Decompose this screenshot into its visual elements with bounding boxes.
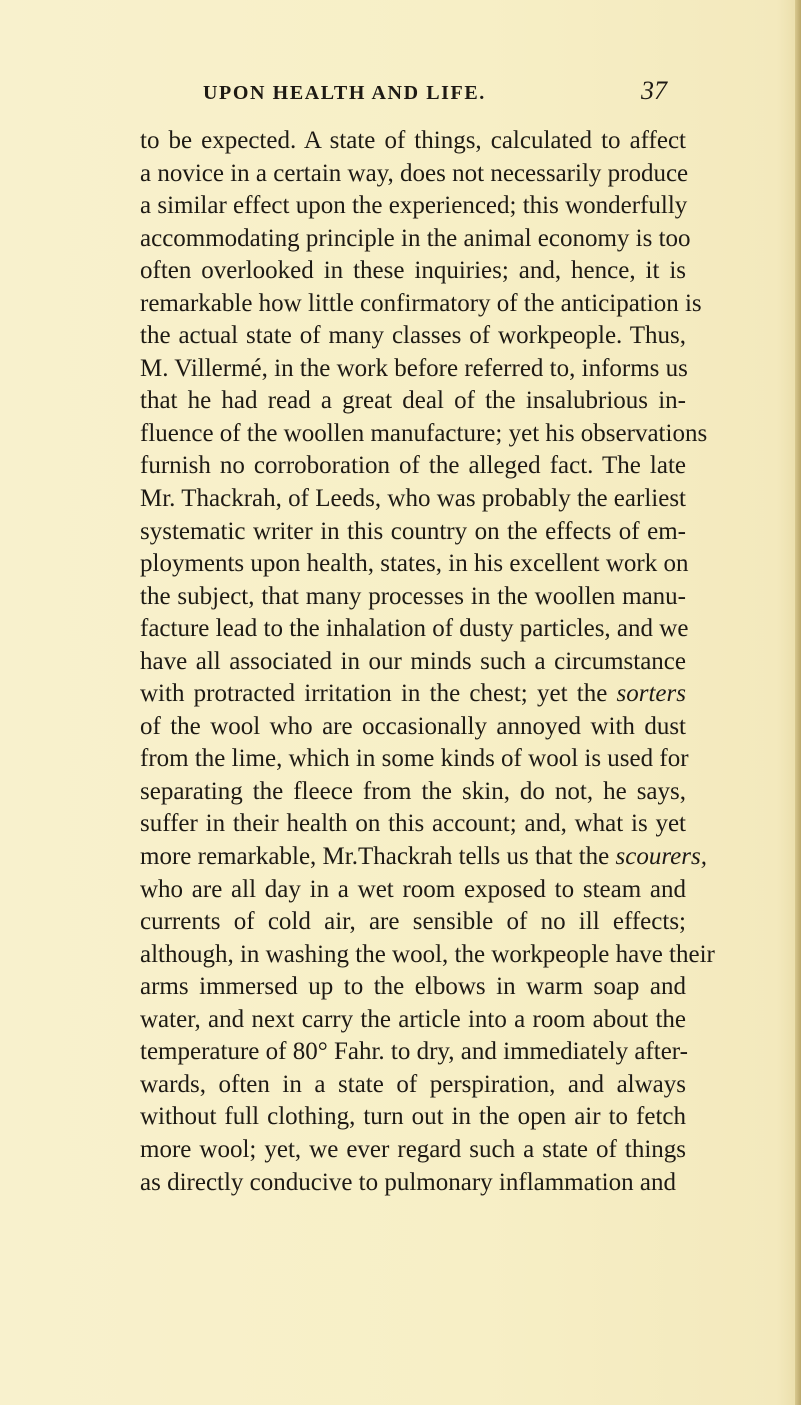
text-line (140, 776, 686, 809)
text-segment: with protracted irritation in the chest; yet the (140, 680, 617, 708)
text-segment: without full clothing, turn out in the open air to fetch (140, 1103, 686, 1131)
text-segment: separating the fleece from the skin, do not, he says, (140, 777, 686, 805)
italic-term: scourers, (615, 843, 707, 871)
text-line (140, 548, 689, 581)
text-segment: to be expected. A state of things, calculated to affect (140, 127, 686, 154)
text-line (140, 1004, 686, 1037)
text-line (140, 1036, 686, 1069)
text-segment: a similar effect upon the experienced; this wonderfully (140, 192, 688, 220)
text-line (140, 939, 715, 972)
text-line (140, 223, 691, 256)
text-line (140, 841, 707, 874)
text-line (140, 613, 689, 646)
text-segment: currents of cold air, are sensible of no ill effects; (140, 908, 686, 936)
page-number: 37 (641, 76, 667, 105)
text-line (140, 483, 686, 516)
text-line (140, 581, 686, 614)
text-segment: fluence of the woollen manufacture; yet his observations (140, 419, 708, 447)
text-line (140, 808, 686, 841)
text-segment: have all associated in our minds such a circumstance (140, 647, 686, 675)
text-segment: although, in washing the wool, the workpeople have their (140, 940, 715, 968)
text-segment: from the lime, which in some kinds of wool is used for (140, 745, 689, 773)
text-line (140, 516, 686, 549)
text-segment: ployments upon health, states, in his excellent work on (140, 550, 689, 578)
text-segment: wards, often in a state of perspiration, and always (140, 1070, 686, 1098)
text-segment: M. Villermé, in the work before referred to, informs us (140, 354, 688, 382)
text-line (140, 711, 686, 744)
text-segment: arms immersed up to the elbows in warm soap and (140, 973, 686, 1001)
page-edge (795, 0, 801, 1405)
text-line (140, 125, 686, 158)
text-segment: systematic writer in this country on the effects of em- (140, 517, 686, 545)
text-line (140, 1069, 686, 1102)
text-line (140, 385, 686, 418)
text-segment: of the wool who are occasionally annoyed with dust (140, 712, 686, 740)
text-line (140, 353, 686, 386)
text-line (140, 1134, 686, 1167)
text-segment: Mr. Thackrah, of Leeds, who was probably the earliest (140, 485, 686, 513)
text-line (140, 874, 686, 907)
text-line (140, 1101, 686, 1134)
text-segment: suffer in their health on this account; and, what is yet (140, 810, 686, 838)
text-line (140, 678, 686, 711)
text-segment: a novice in a certain way, does not necessarily produce (140, 159, 689, 187)
text-line (140, 646, 686, 679)
body-text (140, 125, 715, 1199)
text-line (140, 906, 686, 939)
text-segment: accommodating principle in the animal economy is too (140, 224, 691, 252)
italic-term: sorters (616, 680, 686, 708)
text-segment: that he had read a great deal of the insalubrious in- (140, 387, 686, 415)
text-segment: facture lead to the inhalation of dusty particles, and we (140, 615, 689, 643)
text-segment: the actual state of many classes of workpeople. Thus, (140, 322, 686, 350)
text-segment: often overlooked in these inquiries; and, hence, it is (140, 257, 686, 285)
text-line (140, 190, 686, 223)
text-line (140, 255, 686, 288)
text-line (140, 743, 689, 776)
text-segment: remarkable how little confirmatory of the anticipation is (140, 289, 702, 317)
text-line (140, 158, 689, 191)
text-line (140, 418, 708, 451)
text-line (140, 320, 686, 353)
text-segment: water, and next carry the article into a room about the (140, 1005, 686, 1033)
text-segment: temperature of 80° Fahr. to dry, and immediately after- (140, 1038, 688, 1066)
text-segment: more remarkable, Mr.Thackrah tells us that the (140, 843, 616, 871)
text-line (140, 288, 702, 321)
text-line (140, 1167, 686, 1200)
running-head: UPON HEALTH AND LIFE. (203, 82, 486, 104)
text-segment: the subject, that many processes in the woollen manu- (140, 582, 686, 610)
text-segment: more wool; yet, we ever regard such a state of things (140, 1135, 686, 1163)
text-segment: who are all day in a wet room exposed to steam and (140, 875, 686, 903)
page-header (0, 76, 801, 112)
text-segment: as directly conducive to pulmonary inflammation and (140, 1168, 676, 1196)
text-segment: furnish no corroboration of the alleged fact. The late (140, 452, 686, 480)
text-line (140, 450, 686, 483)
text-line (140, 971, 686, 1004)
